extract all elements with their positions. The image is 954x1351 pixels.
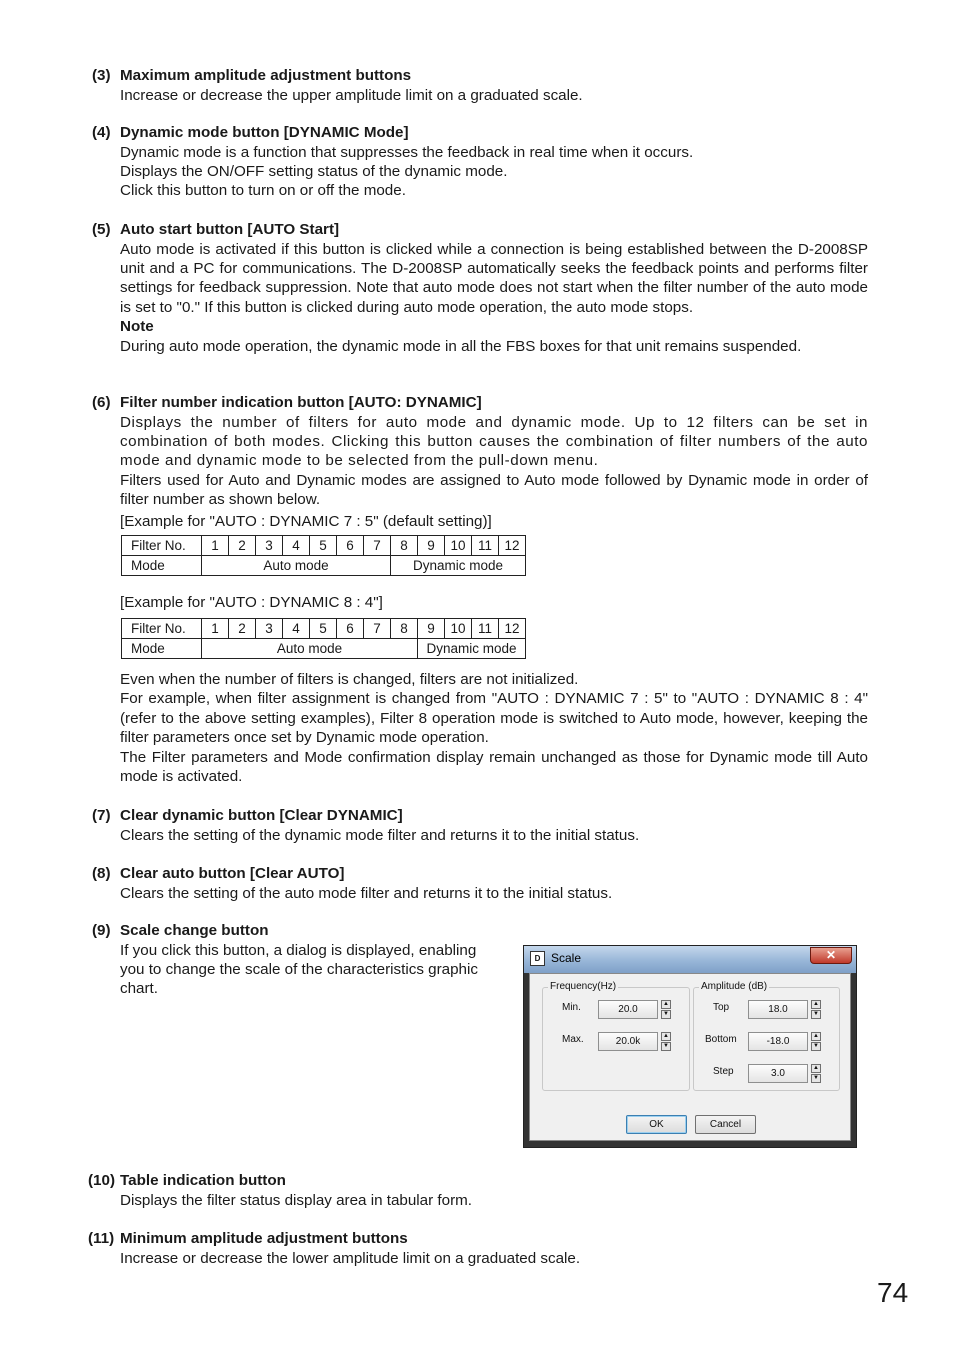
close-icon[interactable]: ✕ <box>810 947 852 964</box>
section-title: Filter number indication button [AUTO: DYNAMIC] <box>120 394 482 411</box>
app-logo-icon: D <box>530 951 545 966</box>
section-number: (9) <box>92 922 111 939</box>
table-row <box>122 619 526 639</box>
section-number: (11) <box>88 1230 115 1247</box>
spin-up-icon[interactable]: ▲ <box>811 1032 821 1041</box>
section-number: (6) <box>92 394 111 411</box>
body-line: Clears the setting of the auto mode filter and returns it to the initial status. <box>120 884 613 902</box>
filter-number-cell: 1 <box>202 536 229 556</box>
section-title: Scale change button <box>120 922 269 939</box>
bottom-input[interactable]: -18.0 <box>748 1032 808 1051</box>
body-paragraph: Displays the number of filters for auto mode and dynamic mode. Up to 12 filters can be set in combination of both modes. Clicking this button causes the combination of filter numbers of the auto mode and dynamic mode to be selected from the pull-down menu. <box>120 413 868 470</box>
section-title: Auto start button [AUTO Start] <box>120 221 340 238</box>
filter-number-cell: 6 <box>337 619 364 639</box>
amplitude-group-label: Amplitude (dB) <box>701 981 768 992</box>
note-label: Note <box>120 318 154 336</box>
page-number: 74 <box>877 1277 909 1308</box>
section-6-after-tables <box>120 670 868 786</box>
dynamic-mode-cell: Dynamic mode <box>391 556 526 576</box>
step-input[interactable]: 3.0 <box>748 1064 808 1083</box>
section-title: Clear auto button [Clear AUTO] <box>120 865 345 882</box>
section-body <box>120 86 868 105</box>
step-label: Step <box>713 1066 734 1077</box>
section-body <box>120 1249 868 1268</box>
table-row-label: Filter No. <box>122 619 202 639</box>
section-body <box>120 413 868 510</box>
section-body <box>120 941 510 999</box>
body-line: you to change the scale of the characteristics graphic <box>120 960 478 978</box>
dynamic-mode-cell: Dynamic mode <box>418 639 526 659</box>
filter-number-cell: 11 <box>472 536 499 556</box>
filter-number-cell: 3 <box>256 536 283 556</box>
bottom-label: Bottom <box>705 1034 737 1045</box>
frequency-group-label: Frequency(Hz) <box>550 981 617 992</box>
filter-table-7-5 <box>121 535 526 576</box>
min-label: Min. <box>562 1002 581 1013</box>
section-number: (4) <box>92 124 111 141</box>
dialog-titlebar[interactable] <box>524 946 856 973</box>
body-line: Dynamic mode is a function that suppresses the feedback in real time when it occurs. <box>120 143 694 161</box>
table-row <box>122 639 526 659</box>
min-spinner <box>598 1000 674 1019</box>
filter-number-cell: 5 <box>310 619 337 639</box>
table-row-label: Mode <box>122 556 202 576</box>
dialog-body <box>529 973 851 1141</box>
table-row-label: Filter No. <box>122 536 202 556</box>
body-line: Click this button to turn on or off the mode. <box>120 182 406 200</box>
section-title: Maximum amplitude adjustment buttons <box>120 67 412 84</box>
section-number: (3) <box>92 67 111 84</box>
table-row <box>122 556 526 576</box>
section-body <box>120 240 868 356</box>
body-paragraph: For example, when filter assignment is changed from "AUTO : DYNAMIC 7 : 5" to "AUTO : DYNAMIC 8 : 4" (refer to the above setting examples), Filter 8 operation mode is switched to Auto mode, however, keeping the filter parameters once set by Dynamic mode operation. <box>120 690 868 747</box>
filter-number-cell: 4 <box>283 619 310 639</box>
filter-number-cell: 9 <box>418 619 445 639</box>
bottom-spinner <box>748 1032 824 1051</box>
spin-up-icon[interactable]: ▲ <box>661 1000 671 1009</box>
spin-up-icon[interactable]: ▲ <box>661 1032 671 1041</box>
step-spinner <box>748 1064 824 1083</box>
section-title: Minimum amplitude adjustment buttons <box>120 1230 408 1247</box>
body-line: Increase or decrease the upper amplitude limit on a graduated scale. <box>120 86 583 104</box>
body-paragraph: Auto mode is activated if this button is clicked while a connection is being established between the D-2008SP unit and a PC for communications. The D-2008SP automatically seeks the feedback points and performs filter settings for feedback suppression. Note that auto mode does not start when the filter number of the auto mode is set to "0." If this button is clicked during auto mode operation, the auto mode stops. <box>120 240 868 316</box>
example-caption-2: [Example for "AUTO : DYNAMIC 8 : 4"] <box>120 594 383 611</box>
top-input[interactable]: 18.0 <box>748 1000 808 1019</box>
max-input[interactable]: 20.0k <box>598 1032 658 1051</box>
section-body <box>120 826 868 845</box>
auto-mode-cell: Auto mode <box>202 639 418 659</box>
max-label: Max. <box>562 1034 584 1045</box>
section-body <box>120 1191 868 1210</box>
section-title: Dynamic mode button [DYNAMIC Mode] <box>120 124 409 141</box>
amplitude-group <box>693 981 840 1091</box>
section-number: (5) <box>92 221 111 238</box>
note-text: During auto mode operation, the dynamic mode in all the FBS boxes for that unit remains suspended. <box>120 337 802 355</box>
filter-number-cell: 4 <box>283 536 310 556</box>
ok-button[interactable]: OK <box>626 1115 687 1134</box>
table-row-label: Mode <box>122 639 202 659</box>
section-number: (8) <box>92 865 111 882</box>
filter-number-cell: 7 <box>364 536 391 556</box>
frequency-group <box>542 981 690 1091</box>
section-number: (7) <box>92 807 111 824</box>
scale-dialog <box>523 945 857 1148</box>
spin-up-icon[interactable]: ▲ <box>811 1064 821 1073</box>
dialog-title: Scale <box>551 951 582 965</box>
filter-number-cell: 8 <box>391 619 418 639</box>
filter-number-cell: 11 <box>472 619 499 639</box>
body-line: If you click this button, a dialog is displayed, enabling <box>120 941 477 959</box>
body-line: Displays the ON/OFF setting status of the dynamic mode. <box>120 162 508 180</box>
body-line: Displays the filter status display area in tabular form. <box>120 1191 472 1209</box>
filter-number-cell: 12 <box>499 619 526 639</box>
section-body <box>120 884 868 903</box>
section-number: (10) <box>88 1172 116 1189</box>
filter-number-cell: 1 <box>202 619 229 639</box>
filter-number-cell: 2 <box>229 536 256 556</box>
max-spinner <box>598 1032 674 1051</box>
spin-down-icon[interactable]: ▼ <box>811 1042 821 1051</box>
filter-number-cell: 9 <box>418 536 445 556</box>
filter-number-cell: 12 <box>499 536 526 556</box>
filter-number-cell: 10 <box>445 619 472 639</box>
filter-number-cell: 10 <box>445 536 472 556</box>
filter-number-cell: 7 <box>364 619 391 639</box>
section-title: Table indication button <box>120 1172 286 1189</box>
table-row <box>122 536 526 556</box>
section-body <box>120 143 868 201</box>
body-line: chart. <box>120 980 158 998</box>
section-title: Clear dynamic button [Clear DYNAMIC] <box>120 807 403 824</box>
top-label: Top <box>713 1002 730 1013</box>
filter-number-cell: 3 <box>256 619 283 639</box>
auto-mode-cell: Auto mode <box>202 556 391 576</box>
filter-table-8-4 <box>121 618 526 659</box>
spin-up-icon[interactable]: ▲ <box>811 1000 821 1009</box>
spin-down-icon[interactable]: ▼ <box>661 1042 671 1051</box>
filter-number-cell: 6 <box>337 536 364 556</box>
example-caption-1: [Example for "AUTO : DYNAMIC 7 : 5" (default setting)] <box>120 513 492 530</box>
min-input[interactable]: 20.0 <box>598 1000 658 1019</box>
filter-number-cell: 2 <box>229 619 256 639</box>
spin-down-icon[interactable]: ▼ <box>811 1074 821 1083</box>
body-line: Clears the setting of the dynamic mode filter and returns it to the initial status. <box>120 826 640 844</box>
body-paragraph: Even when the number of filters is changed, filters are not initialized. <box>120 671 579 688</box>
cancel-button[interactable]: Cancel <box>695 1115 756 1134</box>
top-spinner <box>748 1000 824 1019</box>
spin-down-icon[interactable]: ▼ <box>661 1010 671 1019</box>
filter-number-cell: 5 <box>310 536 337 556</box>
body-paragraph: Filters used for Auto and Dynamic modes are assigned to Auto mode followed by Dynamic mode in order of filter number as shown below. <box>120 471 868 509</box>
filter-number-cell: 8 <box>391 536 418 556</box>
spin-down-icon[interactable]: ▼ <box>811 1010 821 1019</box>
body-paragraph: The Filter parameters and Mode confirmation display remain unchanged as those for Dynamic mode till Auto mode is activated. <box>120 748 868 786</box>
body-line: Increase or decrease the lower amplitude limit on a graduated scale. <box>120 1249 581 1267</box>
